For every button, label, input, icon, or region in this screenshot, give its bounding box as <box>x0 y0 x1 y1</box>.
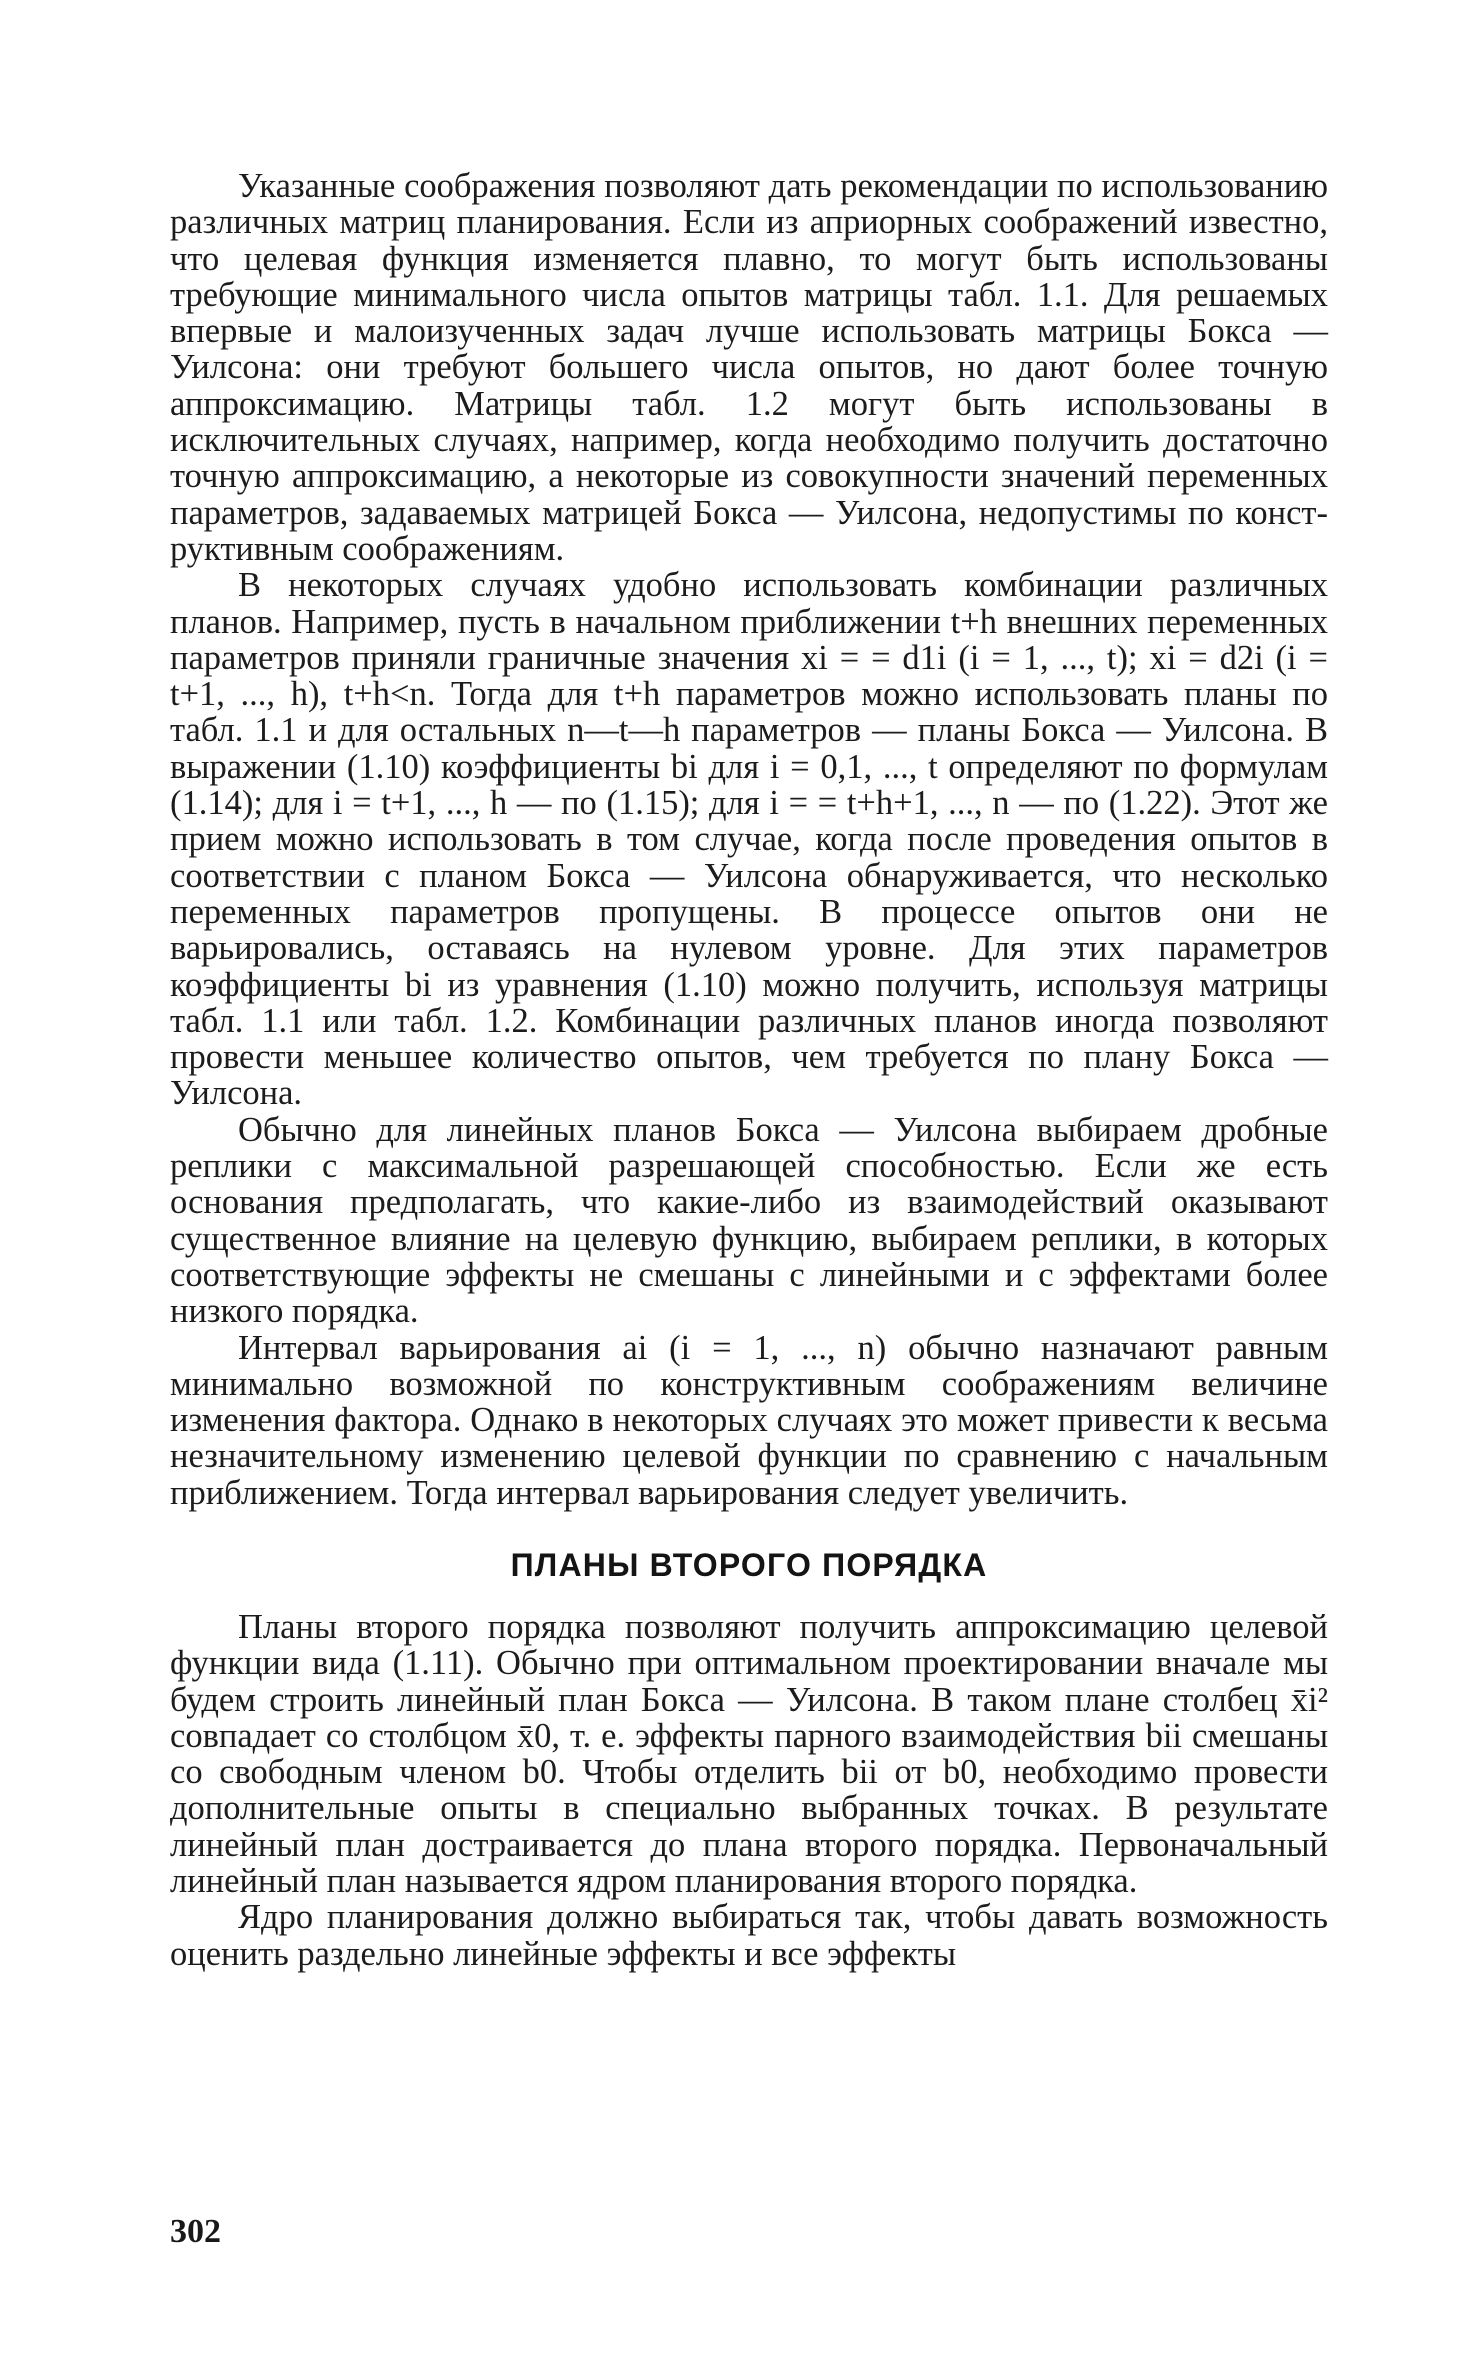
paragraph-4: Интервал варьирования ai (i = 1, ..., n) обычно назначают равным минимально возможной по конструктивным соображениям величине изменения фактора. Однако в некоторых случаях это может привести к весьма незначительному изменению целевой функции по сравнению с начальным приближением. Тогда интервал варьирования следует увеличить. <box>170 1328 1328 1512</box>
paragraph-2: В некоторых случаях удобно использовать комбинации различных планов. Например, пусть в начальном приближении t+h внешних переменных параметров приняли граничные значения xi = = d1i (i = 1, ..., t); xi = d2i (i = t+1, ..., h), t+h<n. Тогда для t+h параметров можно использовать планы по табл. 1.1 и для остальных n—t—h параметров — планы Бокса — Уилсона. В выражении (1.10) коэффициенты bi для i = 0,1, ..., t определяют по формулам (1.14); для i = t+1, ..., h — по (1.15); для i = = t+h+1, ..., n — по (1.22). Этот же прием можно использовать в том случае, когда после проведения опытов в соответствии с планом Бокса — Уилсона обнаруживается, что несколько переменных параметров пропущены. В процессе опытов они не варьировались, оставаясь на нулевом уровне. Для этих параметров коэффициенты bi из уравнения (1.10) можно получить, используя матрицы табл. 1.1 или табл. 1.2. Комбинации различных планов иногда позволяют провести меньшее количество опытов, чем требуется по плану Бокса — Уилсона. <box>170 566 1328 1113</box>
paragraph-5: Планы второго порядка позволяют получить аппроксимацию целевой функции вида (1.11). Обычно при оптимальном проектировании вначале мы будем строить линейный план Бокса — Уилсона. В таком плане столбец x̄i² совпадает со столбцом x̄0, т. е. эффекты парного взаимодействия bii смешаны со свободным членом b0. Чтобы отделить bii от b0, необходимо провести дополнительные опыты в специально выбранных точках. В результате линейный план достраивается до плана второго порядка. Первоначальный линейный план называется ядром планирования второго порядка. <box>170 1607 1328 1901</box>
page-number: 302 <box>170 2213 221 2250</box>
section-heading: ПЛАНЫ ВТОРОГО ПОРЯДКА <box>510 1546 988 1583</box>
paragraph-3: Обычно для линейных планов Бокса — Уилсона выбираем дробные реплики с максимальной разрешающей способностью. Если же есть основания предполагать, что какие-либо из взаимодействий оказывают существенное влияние на целевую функцию, выбираем реплики, в которых соответствующие эффекты не смешаны с линейными и с эффектами более низкого порядка. <box>170 1110 1328 1331</box>
paragraph-6: Ядро планирования должно выбираться так, чтобы давать возможность оценить раздельно линейные эффекты и все эффекты <box>170 1898 1328 1973</box>
paragraph-1: Указанные соображения позволяют дать рекомендации по использованию различных матриц планирования. Если из априорных соображений известно, что целевая функция изменяется плавно, то могут быть использованы требующие минимального числа опытов матрицы табл. 1.1. Для решаемых впервые и малоизученных задач лучше использовать матрицы Бокса — Уилсона: они требуют большего числа опытов, но дают более точную аппроксимацию. Матрицы табл. 1.2 могут быть использованы в исключительных случаях, например, когда необходимо получить достаточно точную аппроксимацию, а некоторые из совокупности значений переменных параметров, задаваемых матрицей Бокса — Уилсона, недопустимы по конструктивным соображениям. <box>170 167 1328 568</box>
page-text-block <box>170 168 1328 1972</box>
